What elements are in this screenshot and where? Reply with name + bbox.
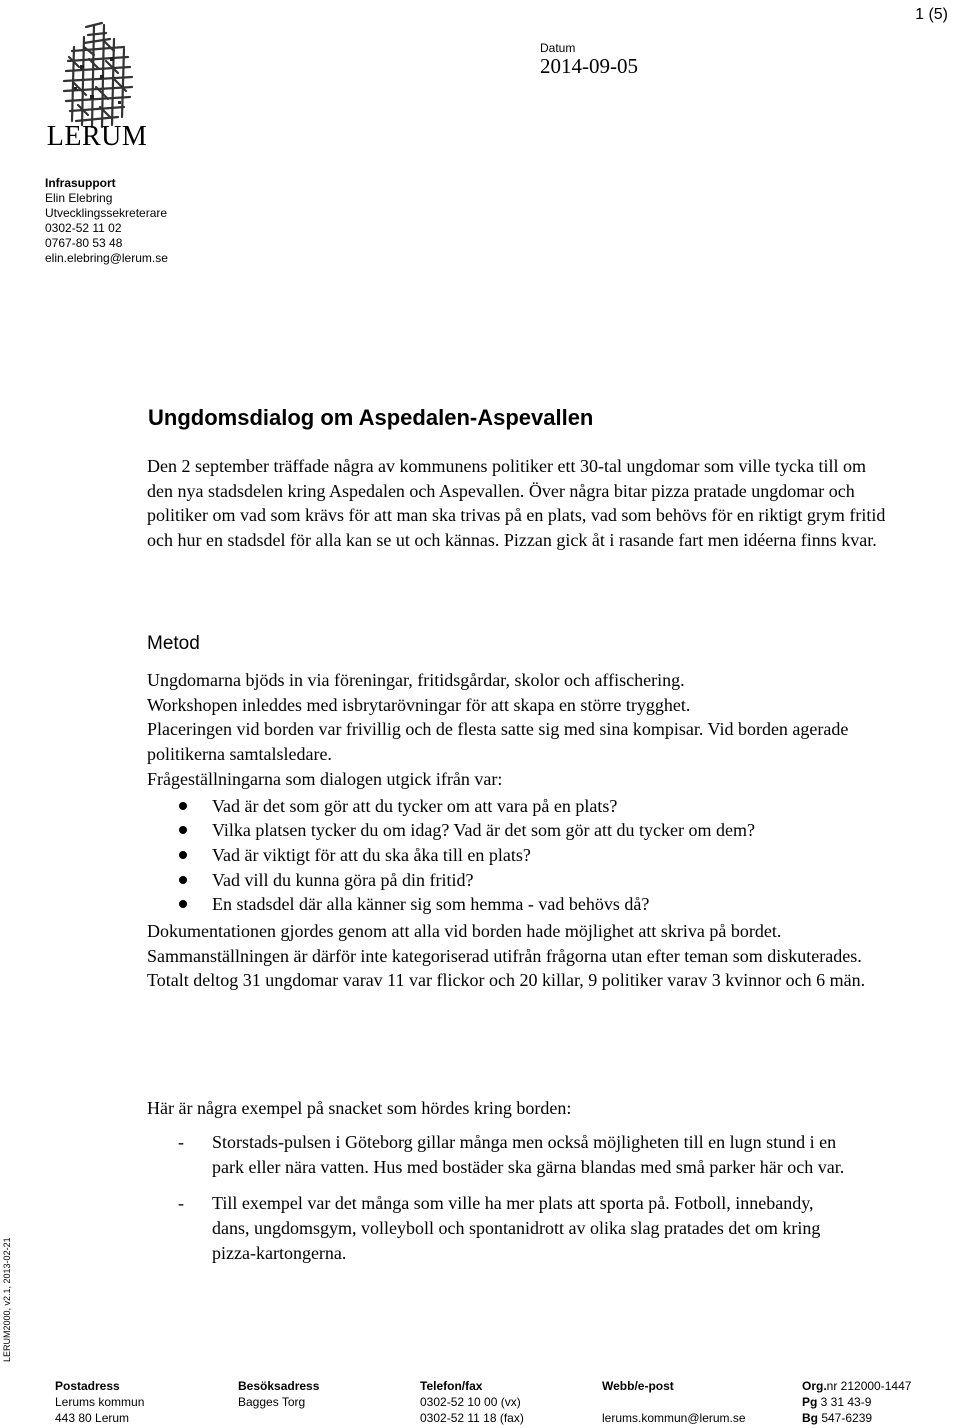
documentation-paragraph: Dokumentationen gjordes genom att alla vid borden hade möjlighet att skriva på bordet. Sammanställningen är därför inte kategoriserad utifrån frågorna utan efter teman som diskuterades. — [147, 921, 862, 966]
contact-name: Elin Elebring — [45, 191, 113, 206]
question-text: Vad är viktigt för att du ska åka till en plats? — [212, 844, 531, 865]
question-text: Vilka platsen tycker du om idag? Vad är det som gör att du tycker om dem? — [212, 820, 755, 841]
examples-intro: Här är några exempel på snacket som hördes kring borden: — [147, 1098, 572, 1118]
contact-phone: 0302-52 11 02 — [45, 221, 122, 236]
footer-postal-heading: Postadress — [55, 1379, 120, 1393]
dash-marker: - — [178, 1132, 184, 1152]
footer-web-email[interactable]: lerums.kommun@lerum.se — [602, 1411, 746, 1425]
question-item — [147, 843, 887, 868]
example-item — [147, 1130, 847, 1179]
method-heading: Metod — [147, 633, 200, 654]
footer-org-label: Org. — [802, 1379, 827, 1393]
bullet-icon — [179, 802, 187, 810]
contact-role: Utvecklingssekreterare — [45, 206, 168, 221]
document-title: Ungdomsdialog om Aspedalen-Aspevallen — [148, 405, 594, 430]
footer-visit — [238, 1378, 319, 1410]
bullet-icon — [179, 826, 187, 834]
footer-bg-value: 547-6239 — [818, 1411, 873, 1425]
method-section — [147, 668, 887, 993]
question-list — [147, 794, 887, 918]
question-item — [147, 892, 887, 917]
method-line: Workshopen inleddes med isbrytarövningar för att skapa en större trygghet. — [147, 694, 691, 715]
footer-postal-line: Lerums kommun — [55, 1395, 145, 1409]
example-item — [147, 1191, 847, 1265]
contact-block — [45, 176, 168, 267]
bullet-icon — [179, 876, 187, 884]
footer-pg-label: Pg — [802, 1395, 818, 1409]
examples-list — [147, 1130, 847, 1266]
question-text: Vad vill du kunna göra på din fritid? — [212, 869, 474, 890]
footer-pg-value: 3 31 43-9 — [817, 1395, 872, 1409]
footer-org — [802, 1378, 911, 1426]
question-item — [147, 794, 887, 819]
contact-mobile: 0767-80 53 48 — [45, 236, 123, 251]
bullet-icon — [179, 900, 187, 908]
participants-paragraph: Totalt deltog 31 ungdomar varav 11 var flickor och 20 killar, 9 politiker varav 3 kvinnor och 6 män. — [147, 970, 866, 991]
footer-phone-line: 0302-52 11 18 (fax) — [420, 1411, 524, 1425]
contact-email: elin.elebring@lerum.se — [45, 251, 168, 266]
footer-visit-line: Bagges Torg — [238, 1395, 306, 1409]
footer-postal — [55, 1378, 144, 1426]
question-item — [147, 818, 887, 843]
footer-org-value: nr 212000-1447 — [826, 1379, 912, 1393]
page-number: 1 (5) — [915, 6, 948, 23]
bullet-icon — [179, 851, 187, 859]
example-text: Till exempel var det många som ville ha mer plats att sporta på. Fotboll, innebandy, dans, ungdomsgym, volleyboll och spontanidrott av olika slag pratades det om kring pizza-kartongerna. — [212, 1193, 821, 1263]
question-text: Vad är det som gör att du tycker om att vara på en plats? — [212, 795, 618, 816]
intro-paragraph: Den 2 september träffade några av kommunens politiker ett 30-tal ungdomar som ville tycka till om den nya stadsdelen kring Aspedalen och Aspevallen. Över några bitar pizza pratade ungdomar och politiker om vad som krävs för att man ska trivas på en plats, vad som behövs för en riktigt grym fritid och hur en stadsdel för alla kan se ut och kännas. Pizzan gick åt i rasande fart men idéerna finns kvar. — [147, 456, 886, 551]
template-version-note: LERUM2000, v2.1, 2013-02-21 — [2, 1237, 12, 1362]
footer-web — [602, 1378, 746, 1426]
footer-web-heading: Webb/e-post — [602, 1379, 674, 1393]
footer-visit-heading: Besöksadress — [238, 1379, 320, 1393]
footer-bg-label: Bg — [802, 1411, 818, 1425]
footer-postal-line: 443 80 Lerum — [55, 1411, 130, 1425]
method-line: Ungdomarna bjöds in via föreningar, fritidsgårdar, skolor och affischering. — [147, 670, 685, 690]
examples-section — [147, 1130, 847, 1278]
method-line: Placeringen vid borden var frivillig och de flesta satte sig med sina kompisar. Vid borden agerade politikerna samtalsledare. — [147, 719, 849, 765]
example-text: Storstads-pulsen i Göteborg gillar många men också möjligheten till en lugn stund i en park eller nära vatten. Hus med bostäder ska gärna blandas med små parker här och var. — [212, 1132, 845, 1177]
contact-department: Infrasupport — [45, 176, 116, 190]
question-text: En stadsdel där alla känner sig som hemma - vad behövs då? — [212, 894, 650, 915]
lerum-logo-wordmark: LERUM — [46, 121, 148, 152]
date-label: Datum — [540, 41, 576, 55]
footer-phone-line: 0302-52 10 00 (vx) — [420, 1395, 521, 1409]
method-line: Frågeställningarna som dialogen utgick ifrån var: — [147, 768, 503, 789]
footer-phone-heading: Telefon/fax — [420, 1379, 483, 1393]
dash-marker: - — [178, 1193, 184, 1214]
footer-phone — [420, 1378, 524, 1426]
date-value: 2014-09-05 — [540, 54, 638, 78]
question-item — [147, 868, 887, 893]
